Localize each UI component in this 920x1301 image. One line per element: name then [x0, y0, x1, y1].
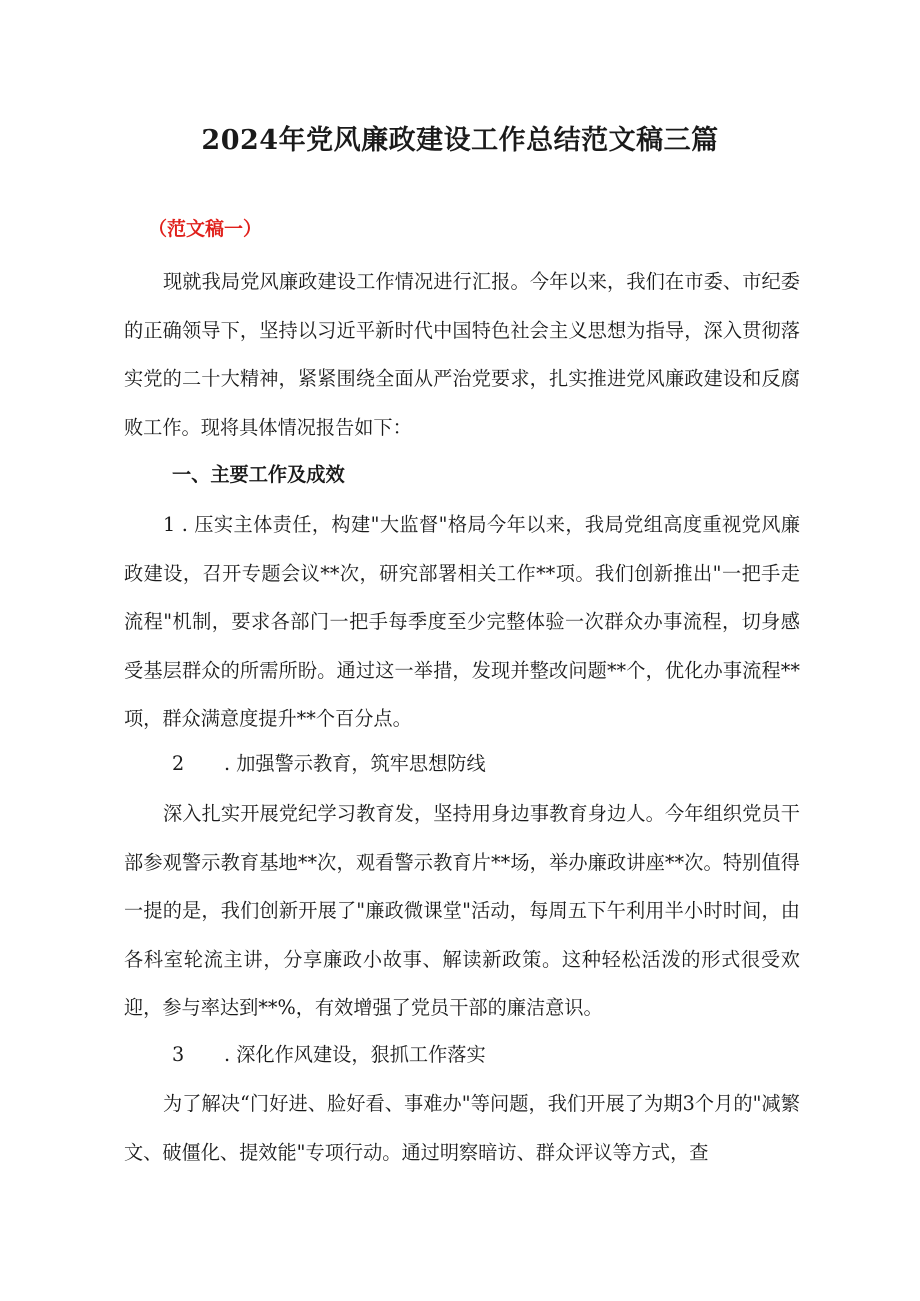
item-3-title: . 深化作风建设，狠抓工作落实 — [224, 1043, 486, 1066]
intro-paragraph: 现就我局党风廉政建设工作情况进行汇报。今年以来，我们在市委、市纪委的正确领导下，坚持以习近平新时代中国特色社会主义思想为指导，深入贯彻落实党的二十大精神，紧紧围绕全面从严治党要求，扎实推进党风廉政建设和反腐败工作。现将具体情况报告如下： — [124, 270, 800, 439]
item-2-heading — [172, 749, 486, 776]
item-3-number: 3 — [172, 1043, 185, 1066]
item-3-paragraph: 为了解决“门好进、脸好看、事难办"等问题，我们开展了为期3个月的"减繁文、破僵化、提效能"专项行动。通过明察暗访、群众评议等方式，查 — [124, 1092, 800, 1164]
item-2-number: 2 — [172, 752, 185, 775]
subtitle-draft-one: （范文稿一） — [148, 218, 263, 240]
item-2-paragraph: 深入扎实开展党纪学习教育发，坚持用身边事教育身边人。今年组织党员干部参观警示教育基地**次，观看警示教育片**场，举办廉政讲座**次。特别值得一提的是，我们创新开展了"廉政微课堂"活动，每周五下午利用半小时时间，由各科室轮流主讲，分享廉政小故事、解读新政策。这种轻松活泼的形式很受欢迎，参与率达到**%，有效增强了党员干部的廉洁意识。 — [124, 802, 800, 1019]
document-title: 2024年党风廉政建设工作总结范文稿三篇 — [201, 125, 719, 156]
section-heading: 一、主要工作及成效 — [172, 463, 345, 486]
item-1-paragraph: 1 . 压实主体责任，构建"大监督"格局今年以来，我局党组高度重视党风廉政建设，召开专题会议**次，研究部署相关工作**项。我们创新推出"一把手走流程"机制，要求各部门一把手每季度至少完整体验一次群众办事流程，切身感受基层群众的所需所盼。通过这一举措，发现并整改问题**个，优化办事流程**项，群众满意度提升**个百分点。 — [124, 513, 800, 730]
item-2-title: . 加强警示教育，筑牢思想防线 — [224, 752, 486, 775]
item-3-heading — [172, 1040, 486, 1067]
